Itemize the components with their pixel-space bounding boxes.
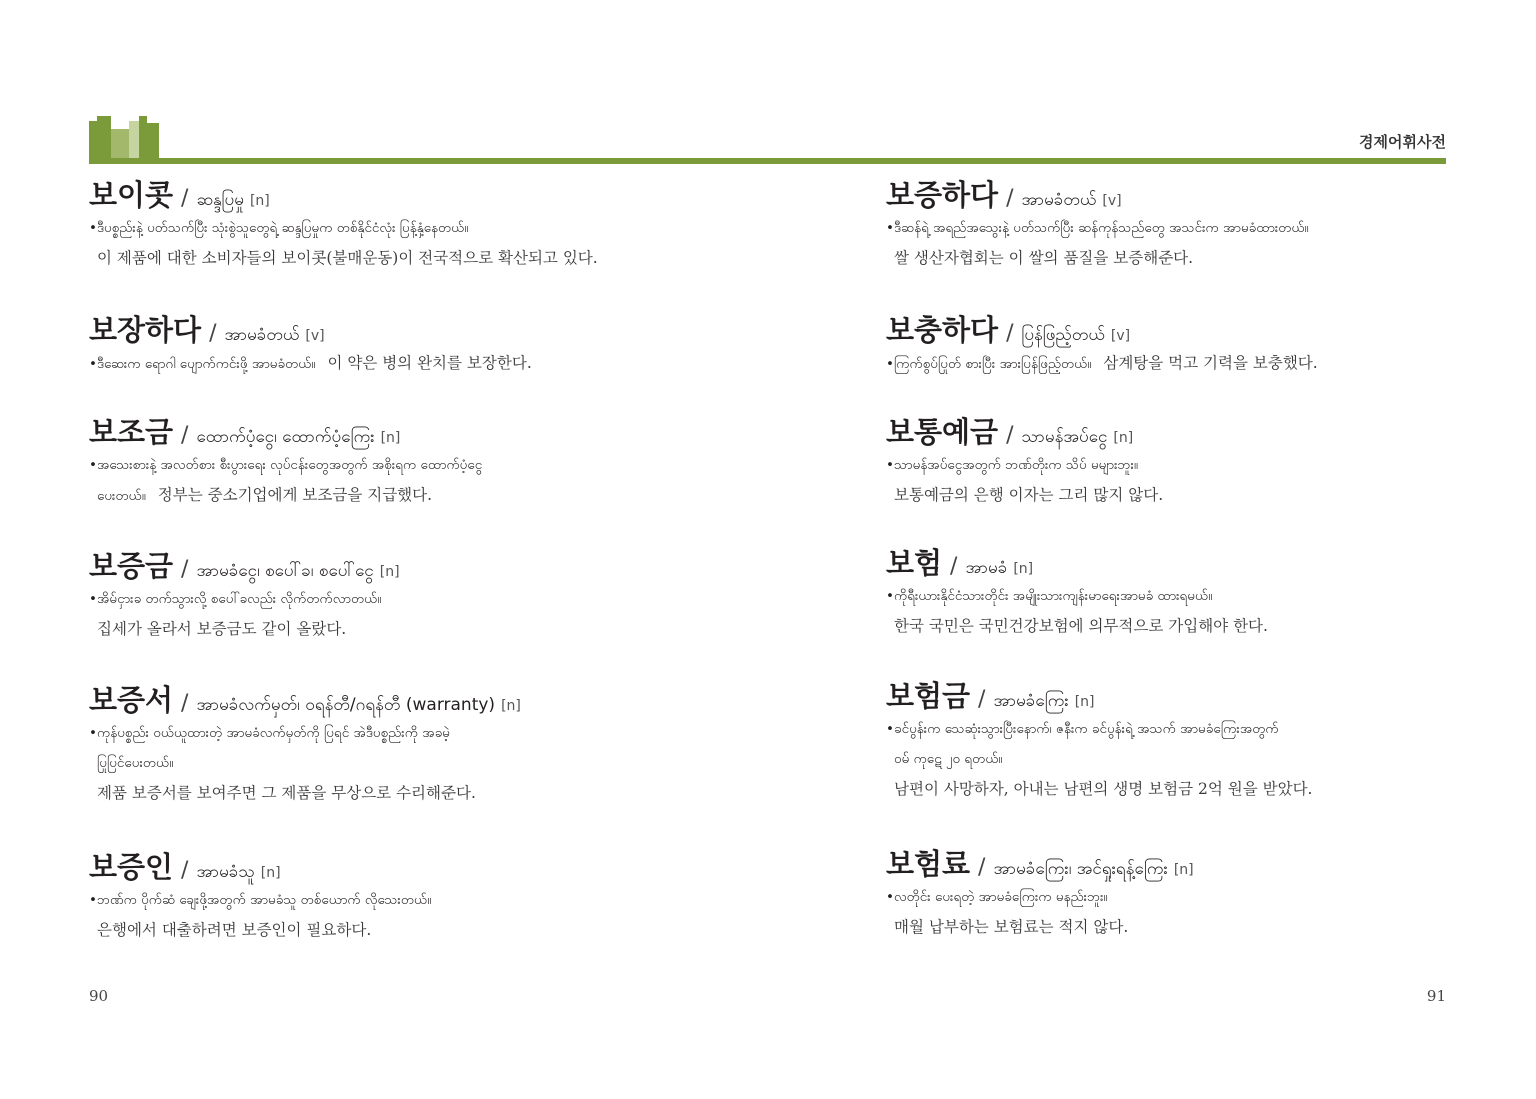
- header-rule: [89, 158, 1446, 164]
- headword: 보이콧: [89, 178, 174, 212]
- part-of-speech: [n]: [1074, 694, 1095, 710]
- headword: 보험: [886, 546, 943, 580]
- dictionary-entry: [89, 845, 729, 945]
- example-korean: 은행에서 대출하려면 보증인이 필요하다.: [97, 921, 372, 939]
- entry-headline: [886, 410, 1526, 450]
- headword: 보증하다: [886, 178, 999, 212]
- part-of-speech: [n]: [1113, 430, 1134, 446]
- meaning: အာမခံတယ်: [224, 325, 300, 345]
- meaning: ပြန်ဖြည့်တယ်: [1021, 325, 1105, 345]
- meaning: သာမန်အပ်ငွေ: [1021, 427, 1108, 447]
- bullet: •: [886, 889, 894, 905]
- entry-headline: [89, 410, 729, 450]
- dictionary-entry: [89, 678, 729, 808]
- example-korean: 정부는 중소기업에게 보조금을 지급했다.: [157, 486, 433, 504]
- part-of-speech: [n]: [1173, 862, 1194, 878]
- dictionary-entry: [89, 308, 729, 378]
- example-myanmar: •အသေးစားနဲ့ အလတ်စား စီးပွားရေး လုပ်ငန်းတွေအတွက် အစိုးရက ထောက်ပံ့ငွေ: [89, 450, 729, 480]
- logo-bar-2: [97, 116, 111, 159]
- entry-headline: [89, 845, 729, 885]
- meaning: အာမခံကြေး: [993, 691, 1069, 711]
- part-of-speech: [n]: [379, 564, 400, 580]
- separator-slash: /: [181, 557, 189, 582]
- part-of-speech: [v]: [305, 328, 325, 344]
- dictionary-entry: [886, 842, 1526, 942]
- entry-headline: [89, 173, 729, 213]
- headword: 보증금: [89, 549, 174, 583]
- logo-bar-6: [147, 123, 159, 159]
- separator-slash: /: [181, 186, 189, 211]
- entry-headline: [886, 541, 1526, 581]
- entry-headline: [89, 308, 729, 348]
- meaning: အာမခံကြေး၊ အင်ရှုးရန့်ကြေး: [993, 859, 1168, 879]
- meaning: ဆန္ဒပြမှု: [196, 190, 244, 210]
- separator-slash: /: [181, 858, 189, 883]
- example-myanmar: •ကုန်ပစ္စည်း ဝယ်ယူထားတဲ့ အာမခံလက်မှတ်ကို ပြရင် အဲဒီပစ္စည်းကို အခမဲ့: [89, 718, 729, 748]
- meaning: အာမခံငွေ၊ စပေါ်ခ၊ စပေါ်ငွေ: [196, 561, 374, 581]
- dictionary-entry: [89, 544, 729, 644]
- example-myanmar: •ကိုရီးယားနိုင်ငံသားတိုင်း အမျိုးသားကျန်းမာရေးအာမခံ ထားရမယ်။: [886, 581, 1526, 611]
- example-myanmar: •လတိုင်း ပေးရတဲ့ အာမခံကြေးက မနည်းဘူး။: [886, 882, 1526, 912]
- headword: 보장하다: [89, 313, 202, 347]
- separator-slash: /: [1006, 321, 1014, 346]
- headword: 보험금: [886, 679, 971, 713]
- separator-slash: /: [181, 691, 189, 716]
- example-korean: 보통예금의 은행 이자는 그리 많지 않다.: [894, 486, 1164, 504]
- part-of-speech: [n]: [380, 430, 401, 446]
- entry-headline: [89, 678, 729, 718]
- headword: 보증인: [89, 850, 174, 884]
- separator-slash: /: [950, 554, 958, 579]
- logo-bar-5: [139, 116, 147, 159]
- example-korean: 이 약은 병의 완치를 보장한다.: [327, 354, 532, 372]
- headword: 보증서: [89, 683, 174, 717]
- bullet: •: [886, 356, 894, 372]
- entry-headline: [886, 674, 1526, 714]
- part-of-speech: [v]: [1110, 328, 1131, 344]
- dictionary-entry: [886, 308, 1526, 378]
- example-myanmar: •အိမ်ငှားခ တက်သွားလို့ စပေါ်ခလည်း လိုက်တက်လာတယ်။: [89, 584, 729, 614]
- entry-headline: [89, 544, 729, 584]
- entry-headline: [886, 308, 1526, 348]
- example-myanmar-continued: ပြုပြင်ပေးတယ်။: [97, 755, 174, 771]
- example-myanmar-continued: ပေးတယ်။ 정부는 중소기업에게 보조금을 지급했다.: [97, 486, 433, 504]
- example-myanmar: •သာမန်အပ်ငွေအတွက် ဘဏ်တိုးက သိပ် မများဘူး။: [886, 450, 1526, 480]
- running-header-title: 경제어휘사전: [1359, 133, 1446, 151]
- example-myanmar: •ဒီဆန်ရဲ့ အရည်အသွေးနဲ့ ပတ်သက်ပြီး ဆန်ကုန်သည်တွေ အသင်းက အာမခံထားတယ်။: [886, 213, 1526, 243]
- bullet: •: [886, 457, 894, 473]
- dictionary-entry: [89, 410, 729, 510]
- example-korean: 남편이 사망하자, 아내는 남편의 생명 보험금 2억 원을 받았다.: [894, 780, 1313, 798]
- part-of-speech: [n]: [501, 698, 521, 714]
- example-korean: 제품 보증서를 보여주면 그 제품을 무상으로 수리해준다.: [97, 784, 476, 802]
- separator-slash: /: [978, 687, 986, 712]
- bullet: •: [886, 721, 894, 737]
- headword: 보통예금: [886, 415, 999, 449]
- logo-bar-1: [89, 121, 97, 159]
- meaning: ထောက်ပံ့ငွေ၊ ထောက်ပံ့ကြေး: [196, 427, 375, 447]
- bullet: •: [89, 725, 97, 741]
- separator-slash: /: [1006, 423, 1014, 448]
- meaning: အာမခံ: [965, 558, 1008, 578]
- part-of-speech: [n]: [260, 865, 281, 881]
- separator-slash: /: [181, 423, 189, 448]
- example-myanmar: •ကြက်စွပ်ပြုတ် စားပြီး အားပြန်ဖြည့်တယ်။ 삼계탕을 먹고 기력을 보충했다.: [886, 348, 1526, 378]
- meaning: အာမခံတယ်: [1021, 190, 1097, 210]
- logo-bar-4: [129, 121, 139, 159]
- dictionary-entry: [886, 410, 1526, 510]
- meaning: အာမခံလက်မှတ်၊ ဝရန်တီ/ဂရန်တီ (warranty): [196, 695, 496, 715]
- entry-headline: [886, 842, 1526, 882]
- bullet: •: [89, 457, 97, 473]
- dictionary-entry: [886, 173, 1526, 273]
- example-korean: 매월 납부하는 보험료는 적지 않다.: [894, 918, 1129, 936]
- dictionary-entry: [886, 674, 1526, 804]
- example-myanmar: •ဒီဆေးက ရောဂါ ပျောက်ကင်းဖို့ အာမခံတယ်။ 이 약은 병의 완치를 보장한다.: [89, 348, 729, 378]
- meaning: အာမခံသူ: [196, 862, 255, 882]
- example-korean: 삼계탕을 먹고 기력을 보충했다.: [1103, 354, 1318, 372]
- headword: 보충하다: [886, 313, 999, 347]
- separator-slash: /: [978, 855, 986, 880]
- example-myanmar-continued: ဝမ် ကုဋေ ၂၀ ရတယ်။: [894, 751, 1003, 767]
- logo-bar-3: [111, 129, 129, 159]
- page-number-right: 91: [1426, 987, 1446, 1005]
- bullet: •: [886, 588, 894, 604]
- bullet: •: [89, 892, 97, 908]
- headword: 보험료: [886, 847, 971, 881]
- example-myanmar: •ခင်ပွန်းက သေဆုံးသွားပြီးနောက်၊ ဇနီးက ခင်ပွန်းရဲ့ အသက် အာမခံကြေးအတွက်: [886, 714, 1526, 744]
- example-myanmar: •ဘဏ်က ပိုက်ဆံ ချေးဖို့အတွက် အာမခံသူ တစ်ယောက် လိုသေးတယ်။: [89, 885, 729, 915]
- example-korean: 집세가 올라서 보증금도 같이 올랐다.: [97, 620, 347, 638]
- header-logo-bars: [89, 116, 159, 159]
- part-of-speech: [n]: [249, 193, 270, 209]
- entry-headline: [886, 173, 1526, 213]
- part-of-speech: [n]: [1013, 561, 1034, 577]
- dictionary-entry: [89, 173, 729, 273]
- example-korean: 이 제품에 대한 소비자들의 보이콧(불매운동)이 전국적으로 확산되고 있다.: [97, 249, 598, 267]
- example-korean: 쌀 생산자협회는 이 쌀의 품질을 보증해준다.: [894, 249, 1194, 267]
- example-myanmar: •ဒီပစ္စည်းနဲ့ ပတ်သက်ပြီး သုံးစွဲသူတွေရဲ့ ဆန္ဒပြမှုက တစ်နိုင်ငံလုံး ပြန့်နှံ့နေတယ်။: [89, 213, 729, 243]
- headword: 보조금: [89, 415, 174, 449]
- separator-slash: /: [209, 321, 217, 346]
- page-number-left: 90: [89, 987, 109, 1005]
- bullet: •: [89, 356, 97, 372]
- separator-slash: /: [1006, 186, 1014, 211]
- part-of-speech: [v]: [1102, 193, 1122, 209]
- bullet: •: [89, 220, 97, 236]
- bullet: •: [89, 591, 97, 607]
- bullet: •: [886, 220, 894, 236]
- dictionary-entry: [886, 541, 1526, 641]
- example-korean: 한국 국민은 국민건강보험에 의무적으로 가입해야 한다.: [894, 617, 1268, 635]
